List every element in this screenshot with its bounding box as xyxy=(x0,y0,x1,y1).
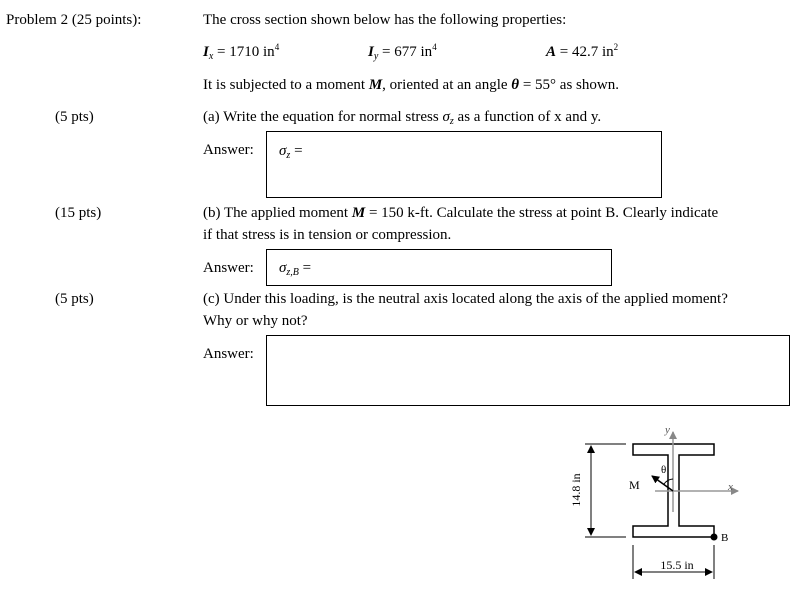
moment-symbol: M xyxy=(368,77,383,93)
moment-post: = 55° as shown. xyxy=(519,77,619,93)
part-b-q-pre: (b) The applied moment xyxy=(203,205,352,221)
part-a-q-pre: (a) Write the equation for normal stress xyxy=(203,109,443,125)
ix-sub: x xyxy=(208,51,214,62)
part-b-points: (15 pts) xyxy=(55,205,102,221)
part-c-points: (5 pts) xyxy=(55,291,94,307)
part-c-question-line2: Why or why not? xyxy=(203,313,308,329)
part-a-ans-eq: = xyxy=(290,143,303,159)
part-b-ans-eq: = xyxy=(298,260,312,276)
ix-symbol: I xyxy=(203,44,209,60)
part-c-question-line1: (c) Under this loading, is the neutral axis located along the axis of the applied moment? xyxy=(203,291,728,307)
part-a-ans-sigma: σ xyxy=(279,143,287,159)
part-c-answer-label: Answer: xyxy=(203,346,254,362)
problem-title: Problem 2 (25 points): xyxy=(6,12,142,28)
area-symbol: A xyxy=(546,44,557,60)
ix-exp: 4 xyxy=(274,42,280,52)
moment-pre: It is subjected to a moment xyxy=(203,77,369,93)
iy-exp: 4 xyxy=(432,42,437,52)
x-axis-label: x xyxy=(728,481,733,493)
height-label: 14.8 in xyxy=(569,473,583,507)
part-b-m-symbol: M xyxy=(351,205,366,221)
iy-sub: y xyxy=(373,51,379,62)
y-axis-label: y xyxy=(665,424,670,436)
theta-symbol: θ xyxy=(511,77,520,93)
part-a-q-post: as a function of x and y. xyxy=(453,109,602,125)
iy-symbol: I xyxy=(368,44,374,60)
part-a-sigma-sub: z xyxy=(449,116,454,127)
iy-value: = 677 in xyxy=(378,44,433,60)
part-b-ans-sigma: σ xyxy=(279,260,287,276)
part-b-answer-label: Answer: xyxy=(203,260,254,276)
theta-label: θ xyxy=(661,464,667,476)
ix-value: = 1710 in xyxy=(213,44,275,60)
area-exp: 2 xyxy=(613,42,619,52)
point-b-marker xyxy=(711,534,718,541)
part-b-question-line2: if that stress is in tension or compression. xyxy=(203,227,452,243)
part-a-answer-label: Answer: xyxy=(203,142,254,158)
part-b-ans-sub: z,B xyxy=(286,267,299,278)
moment-label: M xyxy=(629,478,640,492)
intro-text: The cross section shown below has the following properties: xyxy=(203,12,567,28)
part-a-ans-sub: z xyxy=(286,150,291,161)
part-b-q-post: = 150 k-ft. Calculate the stress at point B. Clearly indicate xyxy=(365,205,719,221)
width-label: 15.5 in xyxy=(660,558,694,572)
moment-mid: , oriented at an angle xyxy=(382,77,512,93)
point-b-label: B xyxy=(721,532,729,544)
part-a-points: (5 pts) xyxy=(55,109,94,125)
area-value: = 42.7 in xyxy=(556,44,614,60)
part-a-sigma: σ xyxy=(442,109,450,125)
